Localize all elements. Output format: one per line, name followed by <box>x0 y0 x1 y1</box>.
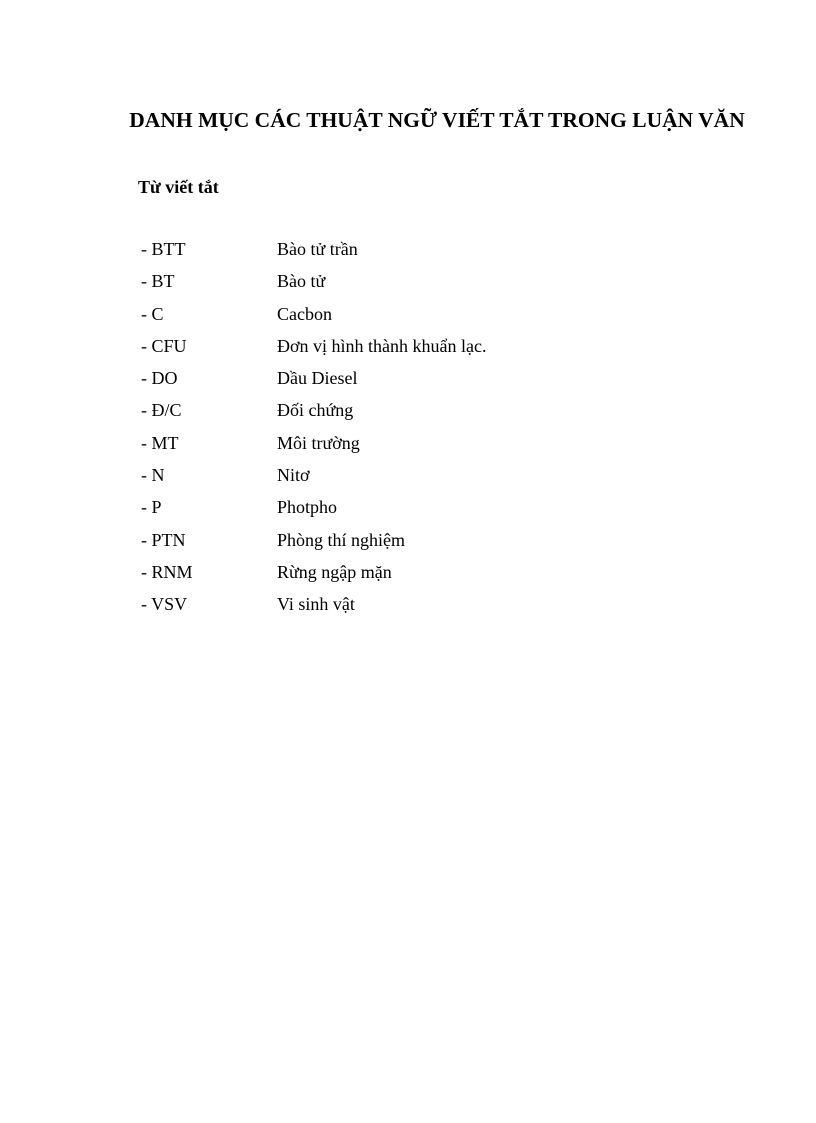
abbreviation-list <box>141 239 486 627</box>
abbreviation-term: - Đ/C <box>141 400 182 421</box>
abbreviation-term: - MT <box>141 432 179 453</box>
abbreviation-definition: Phòng thí nghiệm <box>277 529 406 550</box>
abbreviation-definition: Photpho <box>277 497 338 518</box>
page-title: DANH MỤC CÁC THUẬT NGỮ VIẾT TẮT TRONG LUẬN VĂN <box>129 108 745 132</box>
abbreviation-definition: Cacbon <box>277 303 332 324</box>
abbreviation-term: - CFU <box>141 335 187 356</box>
abbreviation-definition: Đối chứng <box>277 400 354 421</box>
abbreviation-term: - VSV <box>141 594 188 615</box>
abbreviation-definition: Đơn vị hình thành khuẩn lạc. <box>277 335 487 356</box>
abbreviation-term: - N <box>141 465 165 486</box>
abbreviation-term: - RNM <box>141 561 193 582</box>
abbreviation-term: - P <box>141 497 162 518</box>
abbreviation-term: - BT <box>141 271 175 292</box>
abbreviation-definition: Nitơ <box>277 465 310 486</box>
abbreviation-definition: Rừng ngập mặn <box>277 561 392 582</box>
abbreviation-term: - C <box>141 303 164 324</box>
abbreviation-term: - PTN <box>141 529 186 550</box>
abbreviation-row <box>141 562 486 594</box>
section-heading: Từ viết tắt <box>138 177 219 197</box>
abbreviation-row <box>141 594 486 626</box>
abbreviation-term: - DO <box>141 368 178 389</box>
abbreviation-definition: Bào tử <box>277 271 326 292</box>
abbreviation-row <box>141 530 486 562</box>
abbreviation-row <box>141 304 486 336</box>
abbreviation-definition: Môi trường <box>277 432 360 453</box>
abbreviation-definition: Dầu Diesel <box>277 368 358 389</box>
abbreviation-row <box>141 465 486 497</box>
abbreviation-row <box>141 400 486 432</box>
abbreviation-row <box>141 433 486 465</box>
abbreviation-row <box>141 271 486 303</box>
abbreviation-definition: Bào tử trần <box>277 239 358 259</box>
abbreviation-term: - BTT <box>141 239 186 259</box>
abbreviation-row <box>141 497 486 529</box>
abbreviation-row <box>141 239 486 271</box>
abbreviation-row <box>141 336 486 368</box>
abbreviation-definition: Vi sinh vật <box>277 594 355 615</box>
abbreviation-row <box>141 368 486 400</box>
